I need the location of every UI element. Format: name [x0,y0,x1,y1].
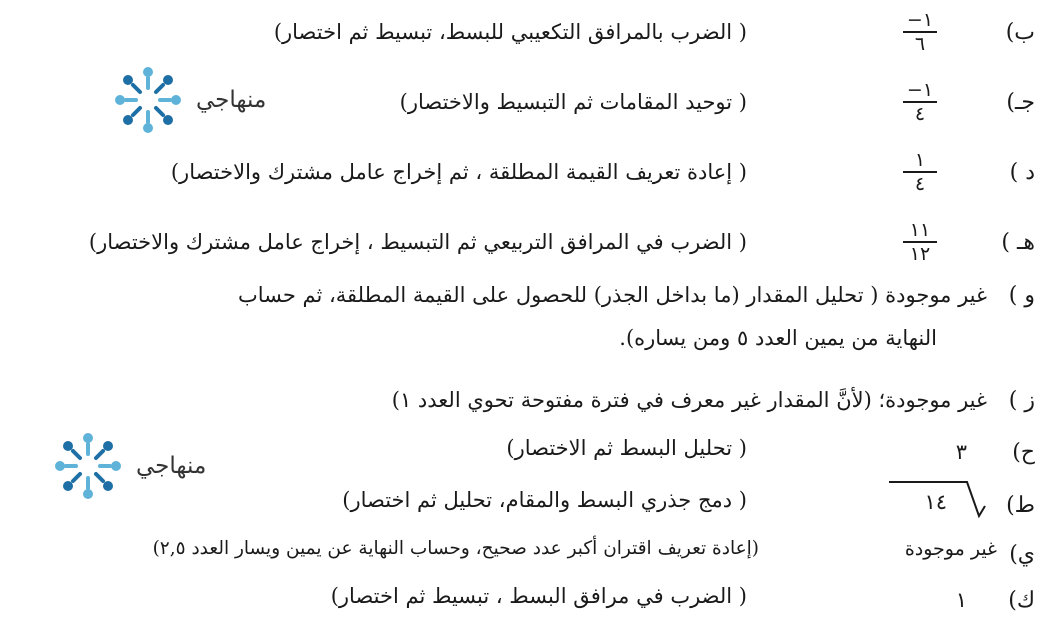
fraction-numerator: ١− [903,80,937,103]
item-letter: ط) [1006,493,1035,518]
manhaji-logo [110,62,266,138]
item-note: (إعادة تعريف اقتران أكبر عدد صحيح، وحساب النهاية عن يمين ويسار العدد ٢,٥) [152,538,759,559]
logo-text: منهاجي [136,453,207,479]
item-value: ١ [955,588,967,612]
logo-text: منهاجي [196,87,267,113]
people-circle-icon [50,428,126,504]
item-letter: ح) [1012,440,1035,465]
item-letter: ي) [1009,542,1035,567]
fraction-numerator: ١ [903,150,937,173]
item-note: ( توحيد المقامات ثم التبسيط والاختصار) [399,90,747,114]
item-letter: و ) [1008,283,1035,308]
item-note: ( تحليل البسط ثم الاختصار) [506,436,747,460]
item-letter: ك) [1008,588,1035,613]
item-value: غير موجودة [904,538,997,560]
item-note: ( إعادة تعريف القيمة المطلقة ، ثم إخراج عامل مشترك والاختصار) [170,160,747,184]
item-letter: ب) [1005,20,1035,45]
fraction [903,10,937,54]
item-text-line: النهاية من يمين العدد ٥ ومن يساره). [619,326,937,350]
item-note: ( الضرب في مرافق البسط ، تبسيط ثم اختصار) [330,584,747,608]
fraction-denominator: ١٢ [909,243,931,265]
fraction [903,150,937,194]
fraction-numerator: ١١ [903,220,937,243]
item-note: ( الضرب بالمرافق التكعيبي للبسط، تبسيط ثم اختصار) [273,20,747,44]
item-letter: ز ) [1008,388,1035,413]
item-letter: د ) [1009,160,1035,185]
fraction [903,80,937,124]
fraction-denominator: ٤ [914,173,926,195]
fraction-numerator: ١− [903,10,937,33]
item-text-line: غير موجودة ( تحليل المقدار (ما بداخل الجذر) للحصول على القيمة المطلقة، ثم حساب [237,283,987,307]
fraction-denominator: ٦ [914,33,926,55]
fraction-denominator: ٤ [914,103,926,125]
item-value: ١٤ [924,490,947,514]
item-note: ( دمج جذري البسط والمقام، تحليل ثم اختصار) [342,488,747,512]
item-value: ٣ [955,440,967,464]
item-letter: هـ ) [1001,230,1035,255]
manhaji-logo [50,428,206,504]
people-circle-icon [110,62,186,138]
fraction [903,220,937,264]
item-note: ( الضرب في المرافق التربيعي ثم التبسيط ، إخراج عامل مشترك والاختصار) [88,230,747,254]
item-text: غير موجودة؛ (لأنَّ المقدار غير معرف في فترة مفتوحة تحوي العدد ١) [391,388,987,412]
item-letter: جـ) [1006,90,1035,115]
